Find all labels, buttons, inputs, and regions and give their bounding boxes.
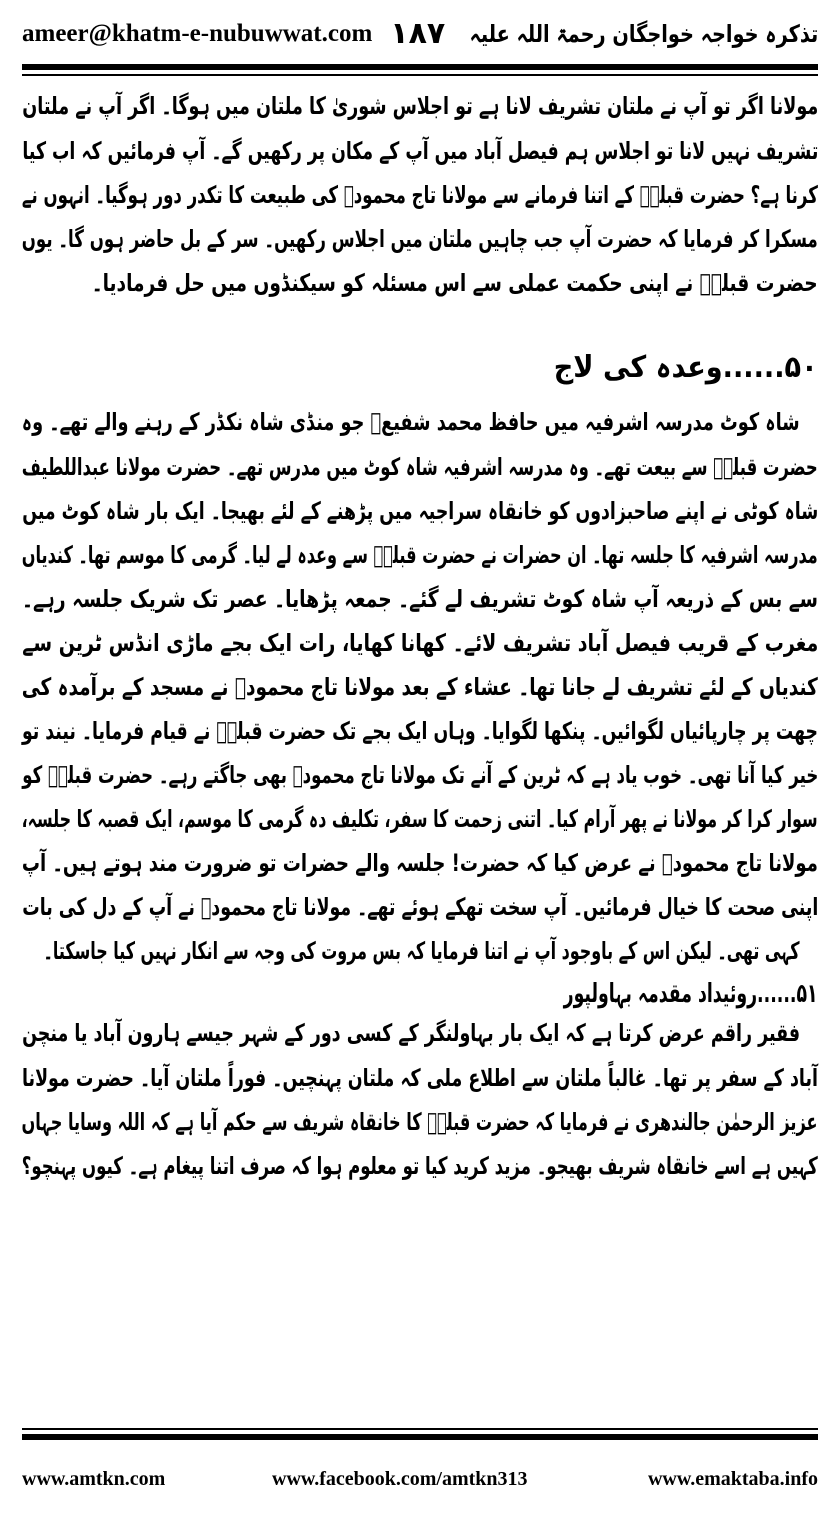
footer-rule-thin	[22, 1428, 818, 1430]
text-line: مولانا تاج محمودؒ نے عرض کیا کہ حضرت! جلسہ والے حضرات تو ضرورت مند ہوتے ہیں۔ آپ	[22, 849, 818, 877]
text-line: فقیر راقم عرض کرتا ہے کہ ایک بار بہاولنگر کے کسی دور کے شہر جیسے ہارون آباد یا منچن	[22, 1019, 800, 1047]
text-line: مولانا اگر تو آپ نے ملتان تشریف لانا ہے تو اجلاس شوریٰ کا ملتان میں ہوگا۔ اگر آپ نے ملتان	[22, 92, 818, 120]
text-line: اپنی صحت کا خیال فرمائیں۔ آپ سخت تھکے ہوئے تھے۔ مولانا تاج محمودؒ نے آپ کے دل کی بات	[22, 893, 818, 921]
text-line: کندیاں کے لئے تشریف لے جانا تھا۔ عشاء کے بعد مولانا تاج محمودؒ نے مسجد کے برآمدہ کی	[22, 673, 818, 701]
text-line: تشریف نہیں لانا تو اجلاس ہم فیصل آباد میں آپ کے مکان پر رکھیں گے۔ آپ فرمائیں کہ اب کیا	[22, 137, 818, 165]
footer-link-amtkn[interactable]: www.amtkn.com	[22, 1468, 166, 1490]
text-line: حضرت قبلہؒ نے اپنی حکمت عملی سے اس مسئلہ کو سیکنڈوں میں حل فرمادیا۔	[92, 269, 818, 297]
text-line: آباد کے سفر پر تھا۔ غالباً ملتان سے اطلاع ملی کہ ملتان پہنچیں۔ فوراً ملتان آیا۔ حضرت مولانا	[22, 1064, 818, 1092]
book-title: تذکرہ خواجہ خواجگان رحمۃ اللہ علیہ	[469, 20, 818, 48]
text-line: کہیں ہے اسے خانقاہ شریف بھیجو۔ مزید کرید کیا تو معلوم ہوا کہ صرف اتنا پیغام ہے۔ کیوں پہنچو؟	[22, 1152, 818, 1180]
footer-link-facebook[interactable]: www.facebook.com/amtkn313	[272, 1468, 528, 1490]
text-line: مسکرا کر فرمایا کہ حضرت آپ جب چاہیں ملتان میں اجلاس رکھیں۔ سر کے بل حاضر ہوں گا۔ یوں	[22, 225, 818, 253]
text-line: مغرب کے قریب فیصل آباد تشریف لائے۔ کھانا کھایا، رات ایک بجے ماڑی انڈس ٹرین سے	[22, 629, 818, 657]
text-line: کہی تھی۔ لیکن اس کے باوجود آپ نے اتنا فرمایا کہ بس مروت کی وجہ سے انکار نہیں کیا جاسکتا۔	[44, 937, 800, 965]
header-left-group	[22, 14, 445, 54]
text-line: مدرسہ اشرفیہ کا جلسہ تھا۔ ان حضرات نے حضرت قبلہؒ سے وعدہ لے لیا۔ گرمی کا موسم تھا۔ کندیاں	[22, 541, 818, 569]
text-line: سے بس کے ذریعہ آپ شاہ کوٹ تشریف لے گئے۔ جمعہ پڑھایا۔ عصر تک شریک جلسہ رہے۔	[22, 585, 818, 613]
text-line: خیر کیا آنا تھی۔ خوب یاد ہے کہ ٹرین کے آنے تک مولانا تاج محمودؒ بھی جاگتے رہے۔ حضرت قبلہؒ کو	[22, 761, 818, 789]
text-line: شاہ کوٹ مدرسہ اشرفیہ میں حافظ محمد شفیعؒ جو منڈی شاہ نکڈر کے رہنے والے تھے۔ وہ	[22, 408, 800, 436]
header-rule-thin	[22, 74, 818, 76]
footer-link-emaktaba[interactable]: www.emaktaba.info	[647, 1468, 818, 1490]
text-line: چھت پر چارپائیاں لگوائیں۔ پنکھا لگوایا۔ وہاں ایک بجے تک حضرت قبلہؒ نے قیام فرمایا۔ نیند تو	[21, 717, 818, 745]
header-rule-thick	[22, 64, 818, 70]
text-line: سوار کرا کر مولانا نے پھر آرام کیا۔ اتنی زحمت کا سفر، تکلیف دہ گرمی کا موسم، ایک قصبہ کا جلسہ،	[22, 805, 818, 833]
section-heading-51: ۵۱......روئیداد مقدمہ بہاولپور	[564, 979, 818, 1009]
text-line: شاہ کوٹی نے اپنے صاحبزادوں کو خانقاہ سراجیہ میں پڑھنے کے لئے بھیجا۔ ایک بار شاہ کوٹ میں	[22, 497, 818, 525]
section-heading-50: ۵۰......وعدہ کی لاج	[554, 350, 818, 385]
page-number: ۱۸۷	[390, 16, 446, 51]
text-line: عزیز الرحمٰن جالندھری نے فرمایا کہ حضرت قبلہؒ کا خانقاہ شریف سے حکم آیا ہے کہ اللہ وسایا جہاں	[22, 1108, 818, 1136]
footer-rule-thick	[22, 1434, 818, 1440]
text-line: حضرت قبلہؒ سے بیعت تھے۔ وہ مدرسہ اشرفیہ شاہ کوٹ میں مدرس تھے۔ حضرت مولانا عبداللطیف	[22, 453, 818, 481]
text-line: کرنا ہے؟ حضرت قبلہؒ کے اتنا فرمانے سے مولانا تاج محمودؒ کی طبیعت کا تکدر دور ہوگیا۔ انہوں نے	[22, 181, 818, 209]
header-email: ameer@khatm-e-nubuwwat.com	[22, 20, 373, 47]
